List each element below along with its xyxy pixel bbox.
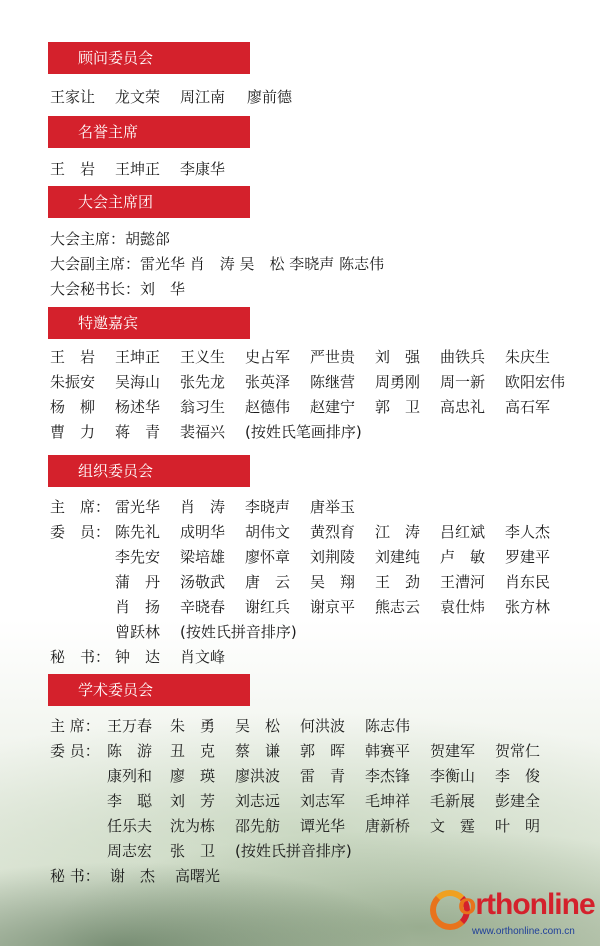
presidium-line: 大会秘书长：刘 华 — [50, 280, 186, 298]
name: 刘 强 — [375, 348, 421, 366]
name: 蒋 青 — [115, 423, 161, 441]
section-banner-honorary — [48, 116, 250, 148]
role-label: 秘 书： — [50, 867, 100, 885]
sort-note: (按姓氏拼音排序) — [235, 842, 352, 860]
name: 李人杰 — [505, 523, 551, 541]
section-title: 大会主席团 — [78, 193, 154, 211]
name: 朱 勇 — [170, 717, 216, 735]
name: 谢京平 — [310, 598, 356, 616]
name: 谭光华 — [300, 817, 346, 835]
name: 郭 晖 — [300, 742, 346, 760]
name: 吴 松 — [235, 717, 281, 735]
section-banner-academic — [48, 674, 250, 706]
orthonline-logo[interactable] — [428, 882, 598, 942]
name: 李康华 — [180, 160, 226, 178]
name: 郭 卫 — [375, 398, 421, 416]
name: 廖前德 — [247, 88, 293, 106]
name: 卢 敏 — [440, 548, 486, 566]
name: 张英泽 — [245, 373, 291, 391]
name: 钟 达 — [115, 648, 161, 666]
name: 邵先舫 — [235, 817, 281, 835]
name: 李杰锋 — [365, 767, 411, 785]
name: 李 聪 — [107, 792, 153, 810]
name: 刘 芳 — [170, 792, 216, 810]
name: 高曙光 — [175, 867, 221, 885]
section-banner-presidium — [48, 186, 250, 218]
sort-note: (按姓氏拼音排序) — [180, 623, 297, 641]
name: 陈志伟 — [365, 717, 411, 735]
name: 肖 涛 — [180, 498, 226, 516]
name: 成明华 — [180, 523, 226, 541]
name: 江 涛 — [375, 523, 421, 541]
name: 李衡山 — [430, 767, 476, 785]
name: 汤敬武 — [180, 573, 226, 591]
name: 刘志远 — [235, 792, 281, 810]
name: 刘荆陵 — [310, 548, 356, 566]
name: 杨述华 — [115, 398, 161, 416]
name: 欧阳宏伟 — [505, 373, 566, 391]
name: 胡伟文 — [245, 523, 291, 541]
role-label: 主 席： — [50, 498, 111, 516]
name: 韩赛平 — [365, 742, 411, 760]
name: 谢 杰 — [110, 867, 156, 885]
name: 陈 游 — [107, 742, 153, 760]
name: 康列和 — [107, 767, 153, 785]
name: 周志宏 — [107, 842, 153, 860]
name: 廖 瑛 — [170, 767, 216, 785]
name: 王 岩 — [50, 160, 96, 178]
role-label: 委 员： — [50, 523, 111, 541]
name: 刘建纯 — [375, 548, 421, 566]
section-title: 组织委员会 — [78, 462, 154, 480]
section-title: 学术委员会 — [78, 681, 154, 699]
section-banner-advisory — [48, 42, 250, 74]
section-title: 特邀嘉宾 — [78, 314, 139, 332]
logo-wordmark: orthonline — [458, 888, 595, 921]
name: 毛新展 — [430, 792, 476, 810]
name: 张 卫 — [170, 842, 216, 860]
name: 曲铁兵 — [440, 348, 486, 366]
name: 王坤正 — [115, 160, 161, 178]
section-banner-guests — [48, 307, 250, 339]
role-label: 秘 书： — [50, 648, 111, 666]
name: 刘志军 — [300, 792, 346, 810]
role-label: 委 员： — [50, 742, 100, 760]
presidium-line: 大会副主席：雷光华 肖 涛 吴 松 李晓声 陈志伟 — [50, 255, 385, 273]
name: 熊志云 — [375, 598, 421, 616]
name: 严世贵 — [310, 348, 356, 366]
name: 雷 青 — [300, 767, 346, 785]
name: 辛晓春 — [180, 598, 226, 616]
name: 李先安 — [115, 548, 161, 566]
name: 罗建平 — [505, 548, 551, 566]
presidium-line: 大会主席：胡懿郃 — [50, 230, 171, 248]
name: 吴 翔 — [310, 573, 356, 591]
name: 肖东民 — [505, 573, 551, 591]
name: 陈继营 — [310, 373, 356, 391]
name: 唐举玉 — [310, 498, 356, 516]
name: 李 俊 — [495, 767, 541, 785]
name: 曾跃林 — [115, 623, 161, 641]
name: 蒲 丹 — [115, 573, 161, 591]
name: 吕红斌 — [440, 523, 486, 541]
name: 任乐夫 — [107, 817, 153, 835]
name: 裴福兴 — [180, 423, 226, 441]
name: 沈为栋 — [170, 817, 216, 835]
name: 毛坤祥 — [365, 792, 411, 810]
role-label: 主 席： — [50, 717, 100, 735]
section-title: 名誉主席 — [78, 123, 139, 141]
name: 唐 云 — [245, 573, 291, 591]
name: 雷光华 — [115, 498, 161, 516]
name: 文 霆 — [430, 817, 476, 835]
name: 肖文峰 — [180, 648, 226, 666]
name: 杨 柳 — [50, 398, 96, 416]
name: 高石军 — [505, 398, 551, 416]
name: 梁培雄 — [180, 548, 226, 566]
name: 王漕河 — [440, 573, 486, 591]
name: 周江南 — [180, 88, 226, 106]
name: 王万春 — [107, 717, 153, 735]
name: 王 劲 — [375, 573, 421, 591]
name: 吴海山 — [115, 373, 161, 391]
name: 袁仕炜 — [440, 598, 486, 616]
section-banner-organizing — [48, 455, 250, 487]
name: 赵德伟 — [245, 398, 291, 416]
name: 唐新桥 — [365, 817, 411, 835]
name: 高忠礼 — [440, 398, 486, 416]
name: 彭建全 — [495, 792, 541, 810]
name: 张先龙 — [180, 373, 226, 391]
name: 肖 扬 — [115, 598, 161, 616]
name: 何洪波 — [300, 717, 346, 735]
name: 陈先礼 — [115, 523, 161, 541]
name: 史占军 — [245, 348, 291, 366]
name: 翁习生 — [180, 398, 226, 416]
name: 丑 克 — [170, 742, 216, 760]
name: 张方林 — [505, 598, 551, 616]
name: 廖怀章 — [245, 548, 291, 566]
name: 李晓声 — [245, 498, 291, 516]
name: 龙文荣 — [115, 88, 161, 106]
name: 蔡 谦 — [235, 742, 281, 760]
logo-url: www.orthonline.com.cn — [472, 926, 575, 937]
name: 贺常仁 — [495, 742, 541, 760]
name: 周勇刚 — [375, 373, 421, 391]
name: 周一新 — [440, 373, 486, 391]
section-title: 顾问委员会 — [78, 49, 154, 67]
name: 朱庆生 — [505, 348, 551, 366]
name: 叶 明 — [495, 817, 541, 835]
name: 贺建军 — [430, 742, 476, 760]
name: 廖洪波 — [235, 767, 281, 785]
name: 王坤正 — [115, 348, 161, 366]
name: 黄烈育 — [310, 523, 356, 541]
name: 王家让 — [50, 88, 96, 106]
name: 赵建宁 — [310, 398, 356, 416]
name: 曹 力 — [50, 423, 96, 441]
name: 王义生 — [180, 348, 226, 366]
name: 朱振安 — [50, 373, 96, 391]
name: 谢红兵 — [245, 598, 291, 616]
sort-note: (按姓氏笔画排序) — [245, 423, 362, 441]
name: 王 岩 — [50, 348, 96, 366]
